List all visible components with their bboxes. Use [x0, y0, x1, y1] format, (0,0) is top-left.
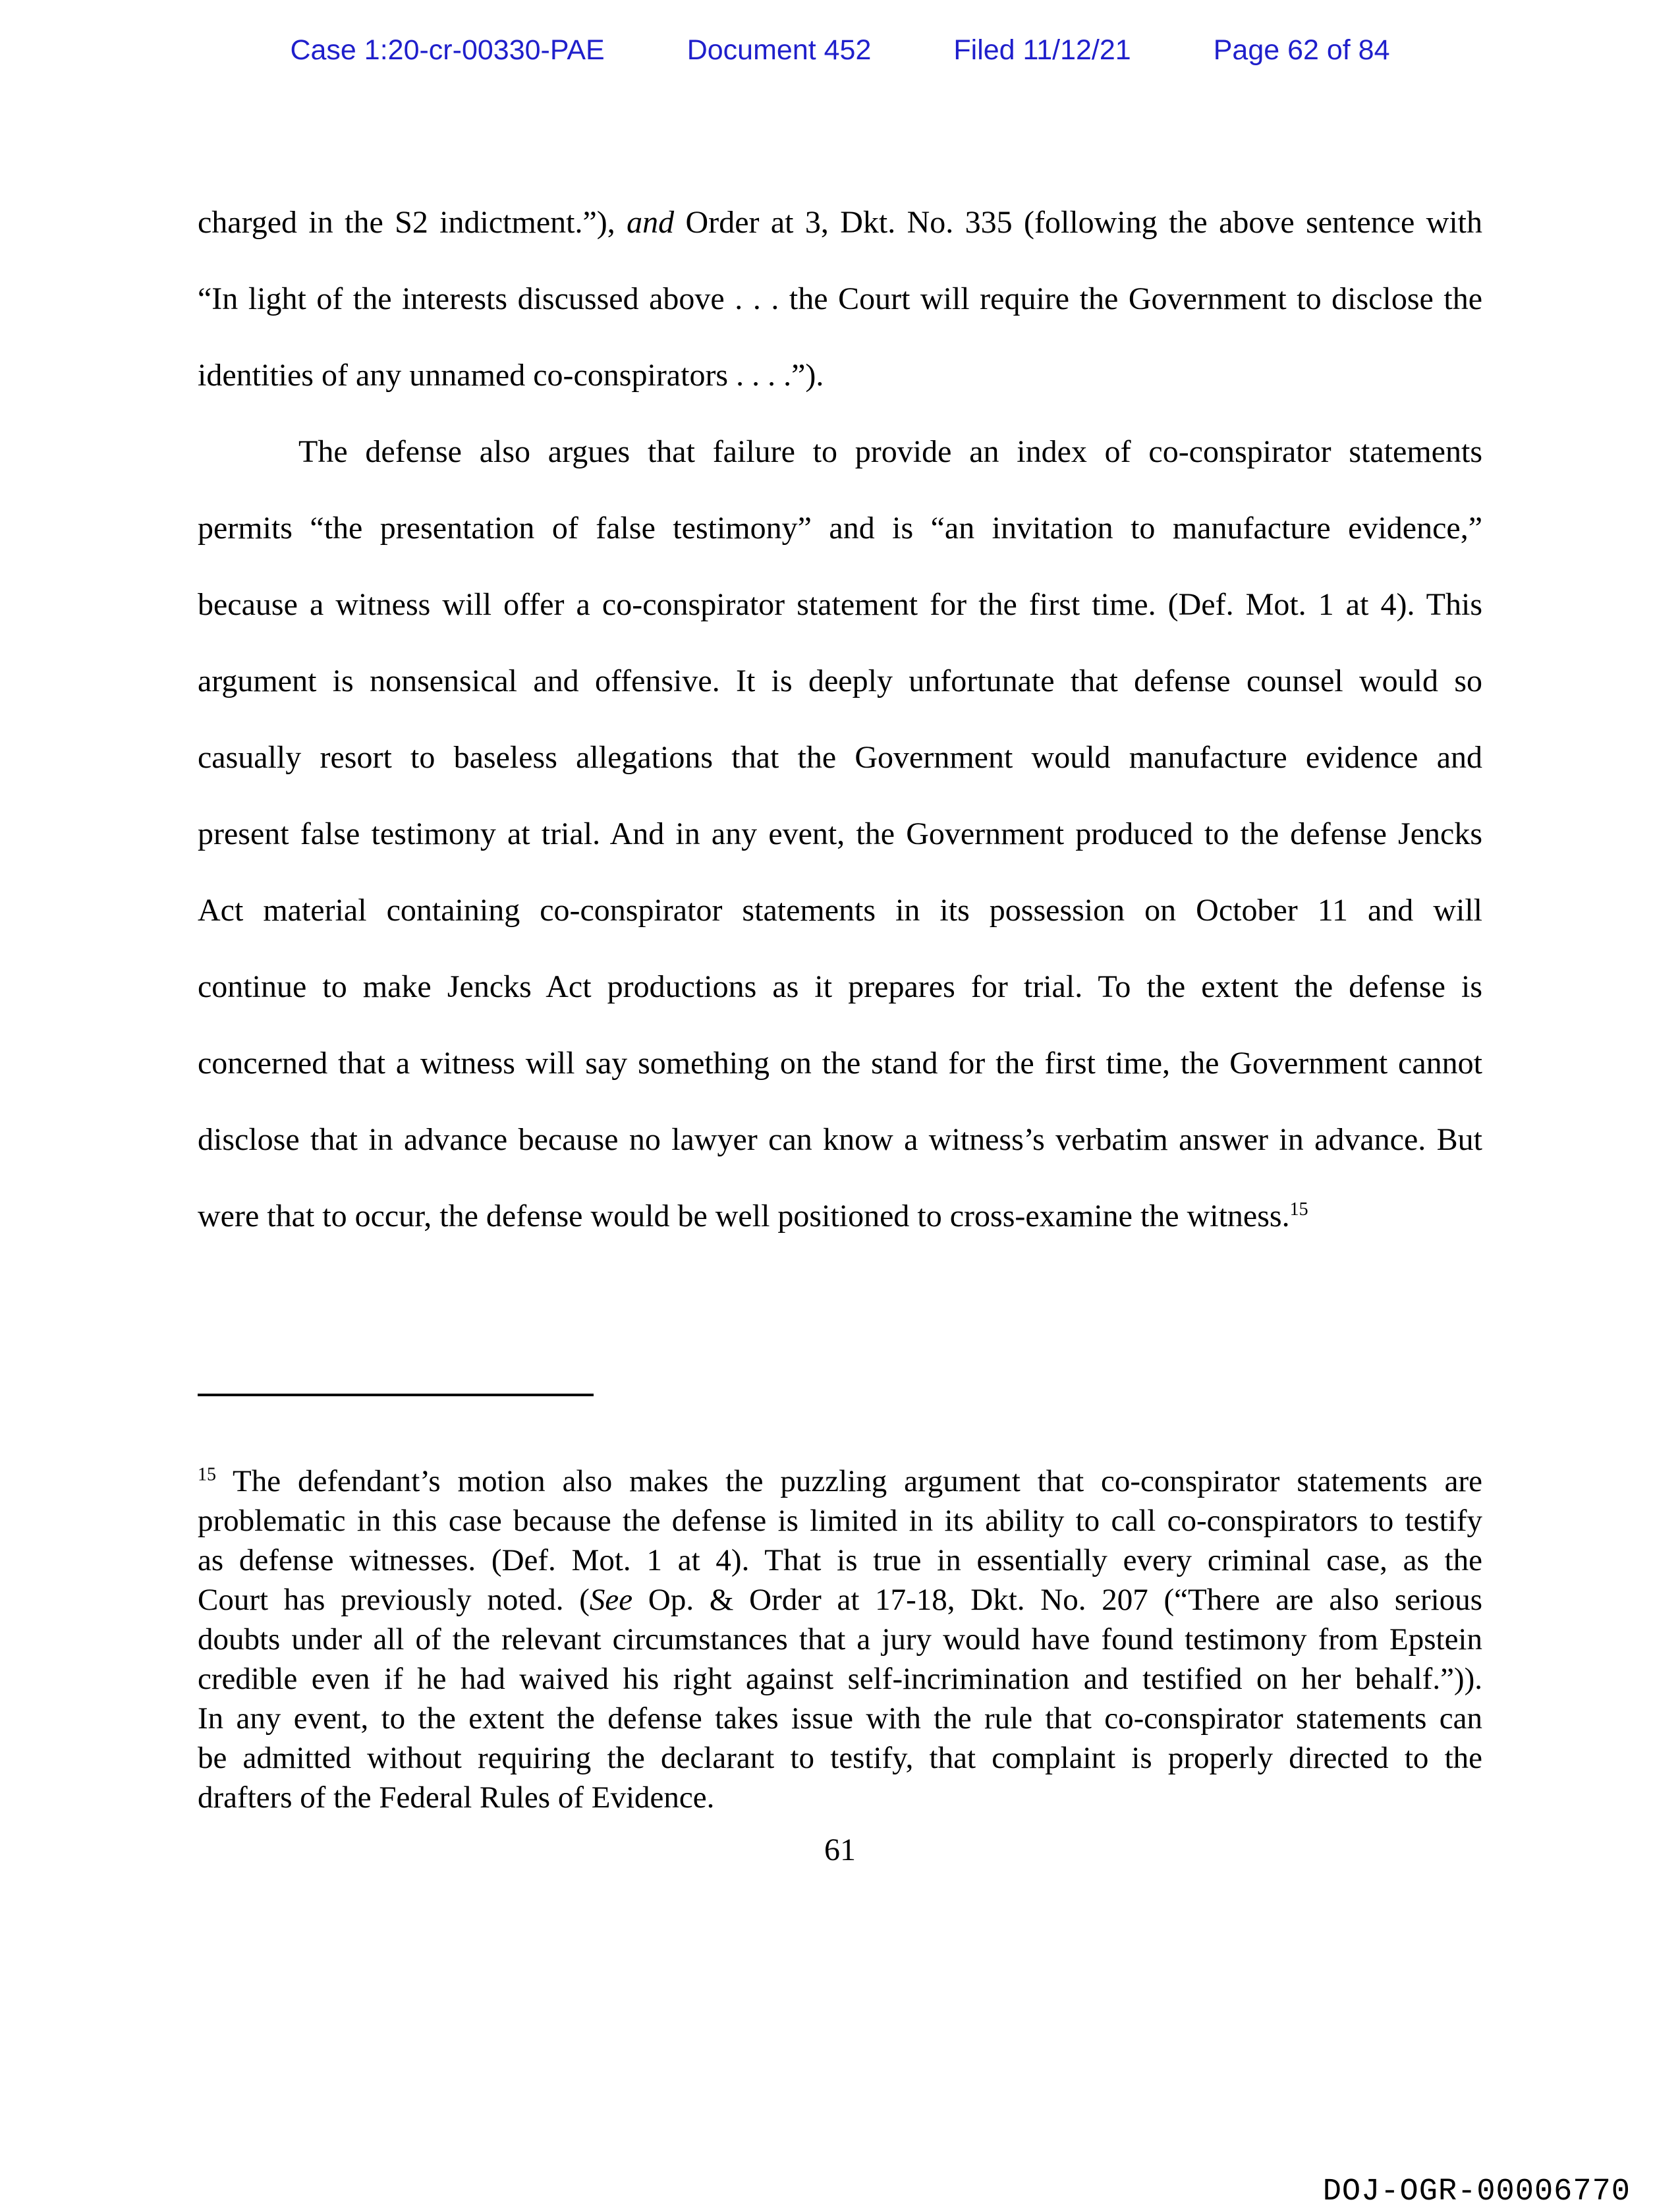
body-line-text: argument is nonsensical and offensive. It is deeply unfortunate that defense counsel would so	[198, 664, 1482, 698]
stamp-document-number: Document 452	[686, 34, 872, 66]
footnote-line	[198, 1541, 1482, 1580]
body-line	[198, 490, 1482, 567]
stamp-filed-date: Filed 11/12/21	[953, 34, 1131, 66]
body-line	[198, 1102, 1482, 1178]
body-line-text: because a witness will offer a co-conspirator statement for the first time. (Def. Mot. 1 at 4). This	[198, 587, 1482, 622]
body-line	[198, 337, 1482, 414]
bates-number: DOJ-OGR-00006770	[1322, 2174, 1631, 2209]
footnote-line-text: drafters of the Federal Rules of Evidence.	[198, 1780, 715, 1815]
body-line-text: Act material containing co-conspirator statements in its possession on October 11 and will	[198, 893, 1482, 928]
italic-text: See	[589, 1583, 633, 1617]
footnote-marker: 15	[198, 1464, 216, 1485]
footnote-line-text: as defense witnesses. (Def. Mot. 1 at 4). That is true in essentially every criminal case, as the	[198, 1543, 1482, 1577]
body-line-text: charged in the S2 indictment.”),	[198, 205, 627, 240]
body-line-text: Order at 3, Dkt. No. 335 (following the above sentence with	[674, 205, 1482, 240]
stamp-page-indicator: Page 62 of 84	[1213, 34, 1390, 66]
body-line-text: “In light of the interests discussed above . . . the Court will require the Government to disclose the	[198, 281, 1482, 316]
footnote-line-text: doubts under all of the relevant circumstances that a jury would have found testimony from Epstein	[198, 1622, 1482, 1657]
italic-text: and	[627, 205, 675, 240]
body-line-text: disclose that in advance because no lawyer can know a witness’s verbatim answer in advance. But	[198, 1122, 1482, 1157]
footnote-line	[198, 1620, 1482, 1659]
body-line	[198, 720, 1482, 796]
body-line	[198, 184, 1482, 261]
body-line	[198, 643, 1482, 720]
footnote-reference: 15	[1289, 1199, 1308, 1220]
body-line	[198, 567, 1482, 643]
body-line-text: were that to occur, the defense would be well positioned to cross-examine the witness.	[198, 1199, 1290, 1234]
footnote-line-text: credible even if he had waived his right against self-incrimination and testified on her behalf.”)).	[198, 1662, 1482, 1696]
footnote-line	[198, 1580, 1482, 1620]
body-line-text: permits “the presentation of false testimony” and is “an invitation to manufacture evidence,”	[198, 511, 1482, 546]
body-line	[198, 796, 1482, 872]
footnote-text	[198, 1461, 1482, 1817]
footnote-line	[198, 1738, 1482, 1778]
footnote-line	[198, 1659, 1482, 1699]
body-line-text: The defense also argues that failure to provide an index of co-conspirator statements	[298, 434, 1482, 469]
body-line	[198, 872, 1482, 949]
stamp-case-number: Case 1:20-cr-00330-PAE	[290, 34, 605, 66]
footnote-line-text: Op. & Order at 17-18, Dkt. No. 207 (“There are also serious	[632, 1583, 1482, 1617]
footnote-separator	[198, 1394, 594, 1396]
footnote-line	[198, 1778, 1482, 1817]
footnote-line-text: The defendant’s motion also makes the puzzling argument that co-conspirator statements are	[216, 1464, 1482, 1498]
body-line	[198, 1025, 1482, 1102]
body-line	[198, 949, 1482, 1025]
body-line-text: concerned that a witness will say something on the stand for the first time, the Government cannot	[198, 1046, 1482, 1081]
body-line-text: continue to make Jencks Act productions as it prepares for trial. To the extent the defense is	[198, 969, 1482, 1004]
body-line-text: casually resort to baseless allegations that the Government would manufacture evidence and	[198, 740, 1482, 775]
body-line-text: present false testimony at trial. And in any event, the Government produced to the defense Jencks	[198, 816, 1482, 851]
body-line	[198, 1178, 1482, 1255]
footnote-line-text: Court has previously noted. (	[198, 1583, 590, 1617]
body-line	[198, 414, 1482, 490]
footnote-line	[198, 1501, 1482, 1541]
body-line-text: identities of any unnamed co-conspirators . . . .”).	[198, 358, 824, 393]
footnote-line-text: problematic in this case because the defense is limited in its ability to call co-conspirators to testify	[198, 1504, 1482, 1538]
footnote-line	[198, 1699, 1482, 1738]
footnote-line	[198, 1461, 1482, 1501]
body-text	[198, 184, 1482, 1255]
page-number: 61	[824, 1832, 856, 1867]
footnote-line-text: be admitted without requiring the declarant to testify, that complaint is properly directed to the	[198, 1741, 1482, 1775]
footnote-line-text: In any event, to the extent the defense takes issue with the rule that co-conspirator statements can	[198, 1701, 1482, 1736]
body-line	[198, 261, 1482, 337]
court-filing-stamp	[0, 34, 1680, 67]
